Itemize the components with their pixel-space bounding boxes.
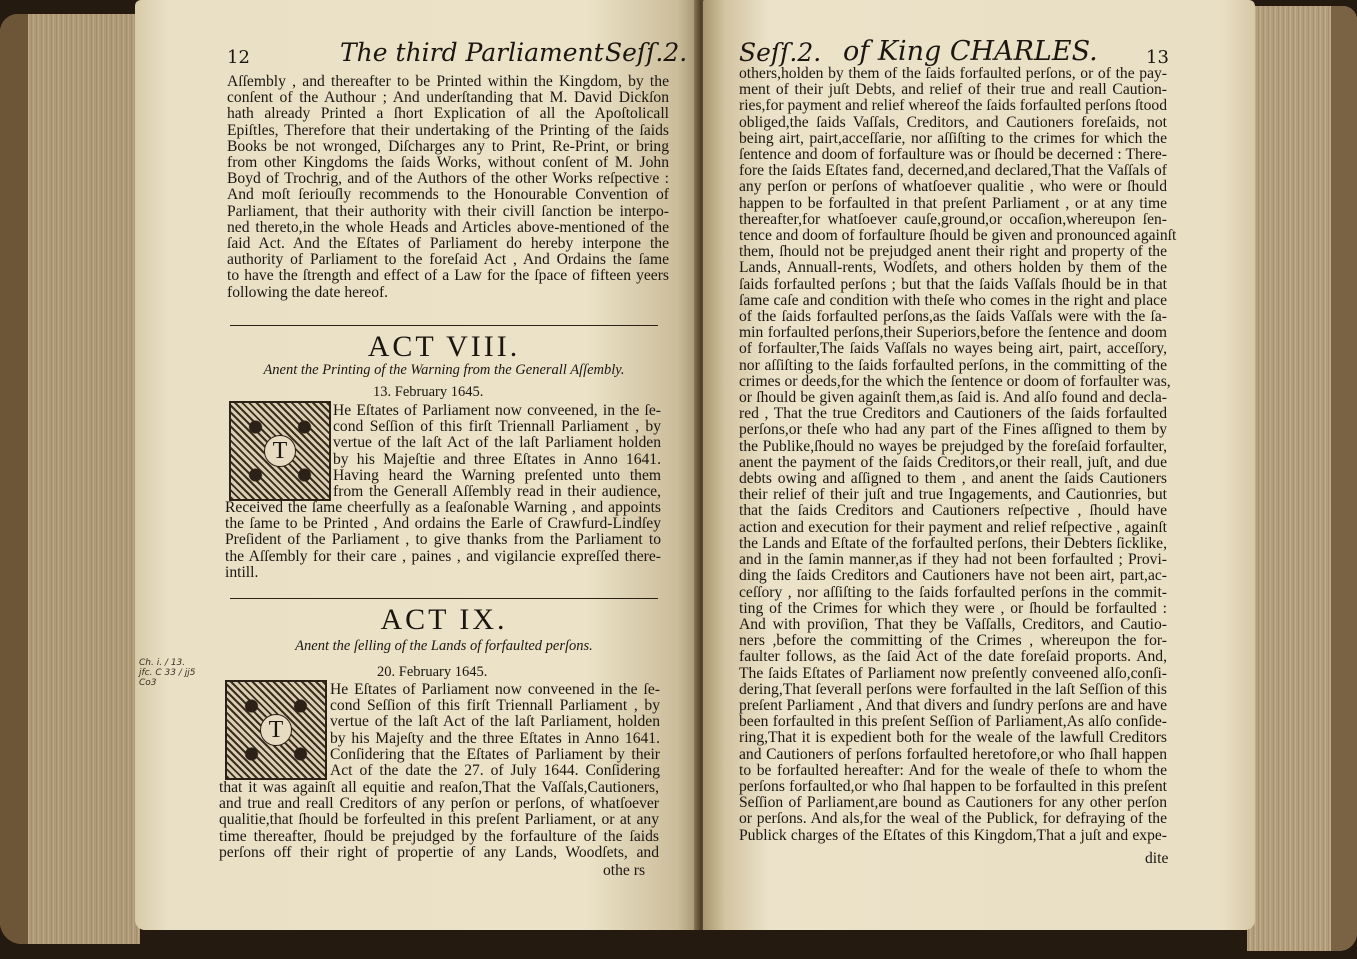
text-line: action and execution for their payment and relief reſpective , againſt — [739, 518, 1167, 536]
text-line: thereafter,for whatſoever cauſe,ground,or occaſion,whereupon ſen- — [739, 210, 1167, 228]
text-line: ſaids forfaulted perſons ; but that the ſaids Vaſſals ſhould be in that — [739, 275, 1167, 293]
act-9-opening-lines — [330, 682, 660, 779]
act-9-body — [219, 780, 659, 861]
text-line: being airt, pairt,acceſſarie, nor aſſiſting to the crimes for which the — [739, 129, 1167, 147]
text-line: them, ſhould not be prejudged anent their right and property of the — [739, 243, 1167, 261]
text-line: Aſſembly , and thereafter to be Printed within the Kingdom, by the — [227, 73, 669, 90]
handwritten-margin-note: Ch. i. / 13. jfc. C 33 / jj5 Co3 — [139, 658, 196, 688]
text-line: debts owing and aſſigned to them , and anent the ſaids Cautioners — [739, 470, 1167, 488]
text-line: perſons forfaulted,or who ſhal happen to be forfaulted in this preſent — [739, 777, 1167, 795]
text-line: or perſons. And als,for the weal of the Publick, for defraying of the — [739, 810, 1167, 828]
right-page-edges — [1247, 6, 1357, 951]
text-line: or ſhould be given againſt them,as ſaid is. And alſo found and decla- — [739, 389, 1167, 407]
text-line: Having heard the Warning preſented unto them — [333, 466, 661, 484]
text-line: ſentence and doom of forfaulture was or ſhould be decerned : There- — [739, 146, 1167, 164]
act-8-title: ACT VIII. — [367, 330, 521, 363]
text-line: tence and doom of forfaulture ſhould be given and pronounced againſt — [739, 227, 1177, 245]
catchword: dite — [1145, 850, 1169, 867]
text-line: ment of their juſt Debts, and relief of their true and reall Caution- — [739, 81, 1167, 99]
text-line: faulter follows, as the ſaid Act of the date foreſaid proports. And, — [739, 648, 1167, 666]
text-line: ſame caſe and condition with theſe who comes in the right and place — [739, 291, 1167, 309]
text-line: And moſt ſeriouſly recommends to the Honourable Convention of — [227, 186, 669, 204]
text-line: fore the ſaids Eſtates fand, decerned,and declared,That the Vaſſals of — [739, 162, 1167, 180]
text-line: ting of the Crimes for which they were , or ſhould be forfaulted : — [739, 599, 1167, 617]
text-line: vertue of the laſt Act of the laſt Parliament holden — [333, 434, 661, 452]
text-line: the ſame to be Printed , And ordains the Earle of Crawfurd-Lindſey — [225, 515, 661, 533]
initial-letter: T — [260, 714, 292, 746]
text-line: that it was againſt all equitie and reaſon,That the Vaſſals,Cautioners, — [219, 779, 659, 796]
left-page — [135, 0, 700, 930]
text-line: anent the payment of the ſaids Creditors,or their reall, juſt, and due — [739, 453, 1167, 471]
text-line: and in the ſamin manner,as if they had not been forfaulted ; Provi- — [739, 551, 1167, 569]
text-line: hath already Printed a ſhort Explication of all the Apoſtolicall — [227, 105, 669, 123]
act-8-opening-lines — [333, 403, 661, 500]
decorated-initial-ornament — [229, 401, 331, 501]
text-line: Preſident of the Parliament , to give thanks from the Parliament to — [225, 531, 661, 549]
text-line: from the Generall Aſſembly read in their audience, — [333, 483, 661, 501]
left-opening-paragraph — [227, 74, 669, 301]
act-8-subtitle: Anent the Printing of the Warning from the Generall Aſſembly. — [263, 362, 625, 378]
text-line: Received the ſame cheerfully as a ſeaſonable Warning , and appoints — [225, 499, 661, 516]
text-line: red , That the true Creditors and Cautioners of the ſaids forfaulted — [739, 405, 1167, 423]
text-line: Seſſion of Parliament,are bound as Cautioners for any other perſon — [739, 794, 1167, 812]
right-page-number: 13 — [1146, 47, 1169, 68]
text-line: the Lands and Eſtate of the forfaulted perſons, their Debters ſicklike, — [739, 534, 1167, 552]
text-line: ners ,before the committing of the Crimes , whereupon the for- — [739, 632, 1167, 650]
text-line: Books be not wronged, Diſcharges any to Print, Re-Print, or bring — [227, 137, 669, 155]
text-line: perſons,or theſe who had any part of the Fines aſſigned to them by — [739, 421, 1167, 439]
text-line: from other Kingdoms the ſaids Works, without conſent of M. John — [227, 154, 669, 172]
text-line: happen to be forfaulted in that preſent Parliament , or at any time — [739, 194, 1167, 212]
text-line: intill. — [225, 563, 259, 581]
text-line: and true and reall Creditors of any perſon or perſons, of whatſoever — [219, 795, 659, 813]
right-page-body — [739, 65, 1177, 844]
text-line: time thereafter, ſhould be prejudged by the forfaulture of the ſaids — [219, 827, 659, 845]
text-line: preſent Parliament , And that divers and ſundry perſons are and have — [739, 696, 1167, 714]
text-line: others,holden by them of the ſaids forfaulted perſons, or of the pay- — [739, 65, 1167, 82]
text-line: any perſon or perſons of whatſoever qualitie , who were or ſhould — [739, 178, 1167, 196]
text-line: Lands, Annuall-rents, Wodſets, and others holden by them of the — [739, 259, 1167, 277]
text-line: cond Seſſion of this firſt Triennall Parliament , by — [333, 418, 661, 436]
text-line: Conſidering that the Eſtates of Parliament by their — [330, 745, 660, 763]
right-page — [703, 0, 1255, 930]
text-line: Parliament, that their authority with their civill ſanction be interpo- — [227, 202, 669, 220]
text-line: cond Seſſion of this firſt Triennall Parliament , by — [330, 697, 660, 715]
right-running-title: of King CHARLES. — [843, 36, 1098, 67]
text-line: And with proviſion, That they be Vaſſalls, Creditors, and Cautio- — [739, 615, 1167, 633]
left-page-number: 12 — [227, 47, 250, 68]
text-line: by his Majeſty and the three Eſtates in Anno 1641. — [330, 729, 660, 747]
text-line: dering,That ſeverall perſons were forfaulted in the laſt Seſſion of this — [739, 680, 1167, 698]
text-line: conſent of the Authour ; And underſtanding that M. David Dickſon — [227, 89, 669, 107]
text-line: crimes or deeds,for the which the ſentence or doom of forfaulter was, — [739, 372, 1171, 390]
text-line: ceſſory , nor aſſiſting to the ſaids forfaulted perſons in the commit- — [739, 583, 1167, 601]
text-line: ned thereto,in the whole Heads and Articles above-mentioned of the — [227, 218, 669, 236]
text-line: to be forfaulted hereafter: And for the weale of theſe to whom the — [739, 761, 1167, 779]
text-line: nor aſſiſting to the ſaids forfaulted perſons, in the committing of the — [739, 356, 1167, 374]
text-line: the Publike,ſhould no wayes be prejudged by the foreſaid forfaulter, — [739, 437, 1167, 455]
text-line: Boyd of Trochrig, and of the Authors of the other Works reſpective : — [227, 170, 669, 188]
act-8-date: 13. February 1645. — [373, 384, 484, 400]
catchword: othe rs — [603, 862, 646, 879]
text-line: by his Majeſtie and three Eſtates in Anno 1641. — [333, 450, 661, 468]
act-9-title: ACT IX. — [380, 603, 508, 636]
text-line: He Eſtates of Parliament now conveened, in the ſe- — [333, 402, 661, 419]
text-line: the Aſſembly for their care , paines , and vigilancie expreſſed there- — [225, 547, 661, 565]
act-9-date: 20. February 1645. — [377, 664, 488, 680]
section-rule — [230, 598, 658, 599]
text-line: to have the ſtrength and effect of a Law for the ſpace of fifteen yeers — [227, 267, 669, 285]
text-line: been forfaulted in this preſent Seſſion of Parliament,As alſo conſide- — [739, 713, 1167, 731]
text-line: ſaid Act. And the Eſtates of Parliament do hereby interpone the — [227, 235, 669, 253]
initial-letter: T — [264, 435, 296, 467]
text-line: their relief of their juſt and true Ingagements, and Cautionries, but — [739, 486, 1167, 504]
text-line: authority of Parliament to the foreſaid Act , And Ordains the ſame — [227, 251, 669, 269]
text-line: The ſaids Eſtates of Parliament now preſently conveened alſo,conſi- — [739, 664, 1167, 682]
text-line: Publick charges of the Eſtates of this Kingdom,That a juſt and expe- — [739, 826, 1167, 844]
text-line: Act of the date the 27. of July 1644. Conſidering — [330, 762, 660, 780]
text-line: obliged,the ſaids Vaſſals, Creditors, and Cautioners foreſaids, not — [739, 113, 1167, 131]
section-rule — [230, 325, 658, 326]
right-session-label: Seſſ.2. — [739, 38, 822, 67]
text-line: perſons off their right of propertie of any Lands, Woodſets, and — [219, 843, 659, 861]
decorated-initial-ornament — [225, 680, 327, 780]
left-session-label: Seſſ.2. — [605, 38, 688, 67]
text-line: following the date hereof. — [227, 283, 389, 301]
text-line: ring,That it is expedient both for the weale of the lawfull Creditors — [739, 729, 1167, 747]
left-page-edges — [0, 14, 140, 944]
act-8-body — [225, 500, 661, 581]
text-line: min forfaulted perſons,their Superiors,before the ſentence and doom — [739, 324, 1167, 342]
text-line: and Cautioners of perſons forfaulted heretofore,or who ſhall happen — [739, 745, 1167, 763]
left-running-title: The third Parliament — [340, 38, 604, 67]
text-line: vertue of the laſt Act of the laſt Parliament, holden — [330, 713, 660, 731]
text-line: He Eſtates of Parliament now conveened in the ſe- — [330, 681, 660, 698]
text-line: ding the ſaids Creditors and Cautioners have not been airt, part,ac- — [739, 567, 1167, 585]
text-line: of the ſaids forfaulted perſons,as the ſaids Vaſſals were with the ſa- — [739, 308, 1167, 326]
text-line: Epiſtles, Therefore that their undertaking of the Printing of the ſaids — [227, 121, 669, 139]
text-line: that the ſaids Creditors and Cautioners reſpective , ſhould have — [739, 502, 1167, 520]
text-line: ries,for payment and relief whereof the ſaids forfaulted perſons ſtood — [739, 97, 1167, 115]
text-line: of forfaulter,The ſaids Vaſſals no wayes being airt, pairt, acceſſory, — [739, 340, 1167, 358]
act-9-subtitle: Anent the ſelling of the Lands of forfaulted perſons. — [295, 638, 593, 654]
text-line: qualitie,that ſhould be forfeulted in this preſent Parliament, or at any — [219, 811, 659, 829]
